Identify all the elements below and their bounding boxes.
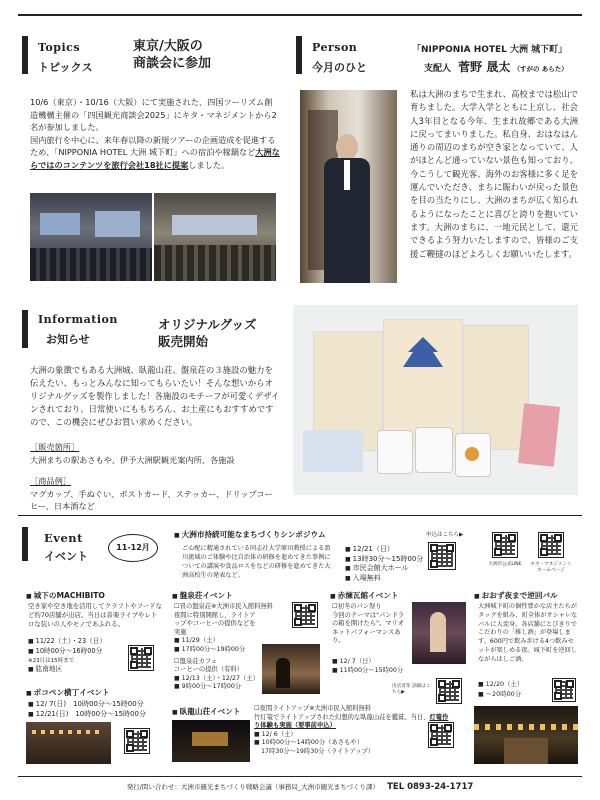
akarenga-body: 今回のテーマは"パンドラの箱を開けたら"。マリオネットパフォーマンスあり。 <box>332 611 405 645</box>
info-shop-text: 大洲まちの駅あさもや、伊予大洲駅観光案内所、各施設 <box>30 454 235 465</box>
homepage-qr-label: キタ・マネジメントホームページ <box>530 562 572 573</box>
garyu-a-title: ☐夜間ライトアップ※大洲市民入館料無料 <box>254 705 372 712</box>
garyu-date: ■ 12/ 6（土） <box>254 731 454 740</box>
event-bar <box>22 527 28 561</box>
top-rule <box>18 14 582 16</box>
sympo-body: ご心配に精通されている同志社大学原田教授による盈川流域のご体験や比自治体の研修を進めてきた事例についての講演や食品ロスをなどの研修を進めてきた大洲高校生の発表など。 <box>182 545 331 579</box>
info-bar <box>22 310 28 348</box>
person-role: 支配人 <box>424 64 452 74</box>
event-ja: イベント <box>44 550 88 563</box>
footer-tel: TEL 0893-24-1717 <box>387 782 474 792</box>
machibito-date: ■ 11/22（土）・23（日） <box>28 637 138 647</box>
info-en: Information <box>38 313 118 326</box>
banzen-b-title: ☐盤泉荘カフェ <box>174 657 218 665</box>
info-shop-heading: ［販売箇所］ <box>30 442 80 452</box>
bar-photo <box>474 706 578 764</box>
garyu-body: 竹灯篭でライトアップされた幻想的な臥龍山荘を鑑賞。当日、 <box>254 713 430 721</box>
sympo-time: ■ 13時30分～15時00分 <box>345 555 435 565</box>
topics-body-highlight: 大洲ならではのコンテンツを旅行会社18社に提案 <box>30 147 280 170</box>
person-photo <box>300 90 397 283</box>
topics-body-p2: 国内旅行を中心に、来年春以降の新規ツアーの企画造成を促進するため、「NIPPONIA HOTEL 大洲 城下町」への宿泊や稼鍋など <box>30 134 276 158</box>
akarenga-photo <box>412 602 466 664</box>
akarenga-time: ■ 11時00分～15時00分 <box>332 667 412 676</box>
bar-qr[interactable] <box>552 678 576 702</box>
person-bar <box>296 36 302 74</box>
topics-headline <box>133 38 211 72</box>
person-body: 私は大洲のまちで生まれ、高校までは松山で育ちました。大学入学とともに上京し、社会人3年目となる今年、生まれ故郷である大洲に戻ってまいりました。私自身、おはなはん通りの周辺のまちが空き家となっていて、人がほとんど通っていない景色も知っており、今こうして観光客、海外のお客様に多く足を運んでいただき、まちに賑わいが戻った景色を目の当たりにし、大洲のまちが広く知られるようになったことに喜びと誇りを抱いています。大洲のまちに、一地元民として、還元できるよう努力いたしますので、皆様のご支援ご鞭撻のほどよろしくお願いいたします。 <box>410 89 578 259</box>
goods-photo <box>293 305 578 495</box>
event-en: Event <box>44 531 83 545</box>
garyu-details <box>254 705 454 757</box>
pocopen-time-2: 10時00分～15時00分 <box>75 709 146 718</box>
topics-ja: トピックス <box>38 61 93 74</box>
sympo-date: ■ 12/21（日） <box>345 545 435 555</box>
bar-time: ■ ～20時00分 <box>478 690 558 700</box>
person-name-line <box>424 58 568 75</box>
event-months-badge: 11-12月 <box>108 534 158 562</box>
sympo-details <box>345 545 435 583</box>
pocopen-date-2: 12/21(日) <box>35 709 69 718</box>
info-headline-line1: オリジナルグッズ <box>158 317 257 332</box>
pocopen-date-1: 12/ 7(日) <box>35 700 67 708</box>
akarenga-date-time <box>332 658 412 675</box>
pocopen-time-1: 10時00分～15時00分 <box>73 700 144 708</box>
person-ja: 今月のひと <box>312 61 367 74</box>
footer-text: 発行/問い合わせ：大洲市観光まちづくり戦略会議（事務局_大洲市観光まちづくり課） <box>126 783 380 791</box>
banzen-photo <box>262 644 320 694</box>
info-goods-heading: ［商品例］ <box>30 476 71 486</box>
person-hotel: 「NIPPONIA HOTEL 大洲 城下町」 <box>412 45 568 55</box>
machibito-qr[interactable] <box>128 645 154 671</box>
bar-date-time <box>478 680 558 700</box>
footer-rule <box>18 776 582 777</box>
line-qr-label: 大洲市公式LINE <box>488 562 522 567</box>
topics-photo-2 <box>154 193 276 281</box>
topics-bar <box>22 36 28 74</box>
garyu-qr[interactable] <box>428 722 454 748</box>
bar-heading: ■ おおず夜まで逆回バル <box>474 590 558 601</box>
machibito-details <box>28 637 138 675</box>
sympo-apply[interactable]: 申込はこちら▶ <box>426 532 464 538</box>
banzen-b-body: コーヒーの提供（有料） <box>174 666 244 674</box>
pocopen-photo <box>26 722 111 764</box>
machibito-place: ■ 肱南地区 <box>28 665 138 675</box>
akarenga-note[interactable]: 出店者等 詳細はこちら▶ <box>392 684 431 695</box>
topics-photo-1 <box>30 193 152 281</box>
info-shop <box>30 441 280 466</box>
info-headline <box>158 316 257 350</box>
garyu-time-1: ■ 10時00分～14時00分（あさもや） <box>254 739 454 748</box>
akarenga-date: ■ 12/ 7（日） <box>332 658 412 667</box>
topics-headline-line1: 東京/大阪の <box>133 39 203 54</box>
banzen-heading: ■ 盤泉荘イベント <box>172 590 233 601</box>
topics-body-p1: 10/6（東京）・10/16（大阪）にて実施された、四国ツーリズム創造機構主催の「四国観光商談会2025」にキタ・マネジメントから2名が参加しました。 <box>30 97 277 133</box>
pocopen-details <box>28 700 168 719</box>
info-ja: お知らせ <box>46 333 90 346</box>
pocopen-heading: ■ ポコペン横丁イベント <box>26 687 110 698</box>
person-kana: （すがの あらた） <box>513 65 568 73</box>
machibito-heading: ■ 城下のMACHIBITO <box>26 590 105 601</box>
banzen-qr[interactable] <box>292 602 318 628</box>
akarenga-qr[interactable] <box>436 678 462 704</box>
akarenga-heading: ■ 赤煉瓦館イベント <box>330 590 398 601</box>
line-qr[interactable] <box>492 532 518 558</box>
homepage-qr[interactable] <box>538 532 564 558</box>
machibito-body: 空き家や空き地を活用してクラフトやフードなど約70店舗が出店。当日は音楽ライブやレトロな装いの人やモノであふれる。 <box>28 602 163 628</box>
topics-en: Topics <box>38 41 81 54</box>
footer <box>0 782 600 792</box>
info-goods-text: マグカップ、手ぬぐい、ポストカード、ステッカー、ドリップコーヒー、日本酒など <box>30 488 273 512</box>
banzen-a-body: 夜間に特別開館し、ライトアップやコーヒーの提供などを実施 <box>174 611 256 636</box>
sympo-heading: ■ 大洲市持続可能なまちづくりシンポジウム <box>174 529 326 540</box>
banzen-a-date: ■ 11/29（土） <box>174 637 294 646</box>
banzen-a-title: ☐冒の盤泉荘※大洲市民入館料無料 <box>174 603 274 610</box>
akarenga-a-title: ☐初冬のパン祭り <box>332 603 382 610</box>
event-rule <box>18 515 582 516</box>
sympo-place: ■ 市民会館大ホール <box>345 564 435 574</box>
bar-date: ■ 12/20（土） <box>478 680 558 690</box>
sympo-qr[interactable] <box>428 542 456 570</box>
akarenga-details <box>332 603 410 646</box>
garyu-photo <box>172 720 250 762</box>
garyu-time-2: 17時30分～19時30分（ライトアップ） <box>261 747 375 755</box>
person-name: 菅野 晟太 <box>458 60 511 74</box>
machibito-note: ※23日は15時まで <box>28 657 75 664</box>
bar-body: 大洲城下町の個性豊かな店主たちがタッグを組み、町全体がオシャレなバルに大変身。各店舗にとびきりでこだわりの「推し酒」が登場します。600円で飲み歩ける4つ飲みセットが楽しめる夜。城下町を逆回しながらはしご酒。 <box>478 603 578 663</box>
person-en: Person <box>312 41 358 54</box>
pocopen-qr[interactable] <box>124 728 150 754</box>
info-goods <box>30 475 280 513</box>
garyu-highlight: 灯篭作り体験も実施（要事前申込） <box>254 713 449 730</box>
garyu-heading: ■ 臥龍山荘イベント <box>172 706 240 717</box>
sympo-fee: ■ 入場無料 <box>345 574 435 584</box>
info-headline-line2: 販売開始 <box>158 334 209 349</box>
topics-headline-line2: 商談会に参加 <box>133 56 212 71</box>
banzen-b-time: ■ 9時00分～17時00分 <box>174 683 294 692</box>
banzen-a-time: ■ 17時00分～19時00分 <box>174 646 294 655</box>
topics-body-p4: しました。 <box>188 159 230 170</box>
machibito-time: ■ 10時00分～16時00分 <box>28 647 138 657</box>
banzen-b-date: ■ 12/13（土）・12/27（土） <box>174 675 294 684</box>
info-body: 大洲の象徴でもある大洲城、臥龍山荘、盤泉荘の３施設の魅力を伝えたい、もっとみんなに知ってもらいたい！そんな想いからオリジナルグッズを製作しました！各施設のモチーフが可愛くデザインされており、日常使いにももちろん、お土産にもおすすめですので、この機会にぜひお買い求めください。 <box>30 365 280 427</box>
topics-body <box>30 96 280 172</box>
